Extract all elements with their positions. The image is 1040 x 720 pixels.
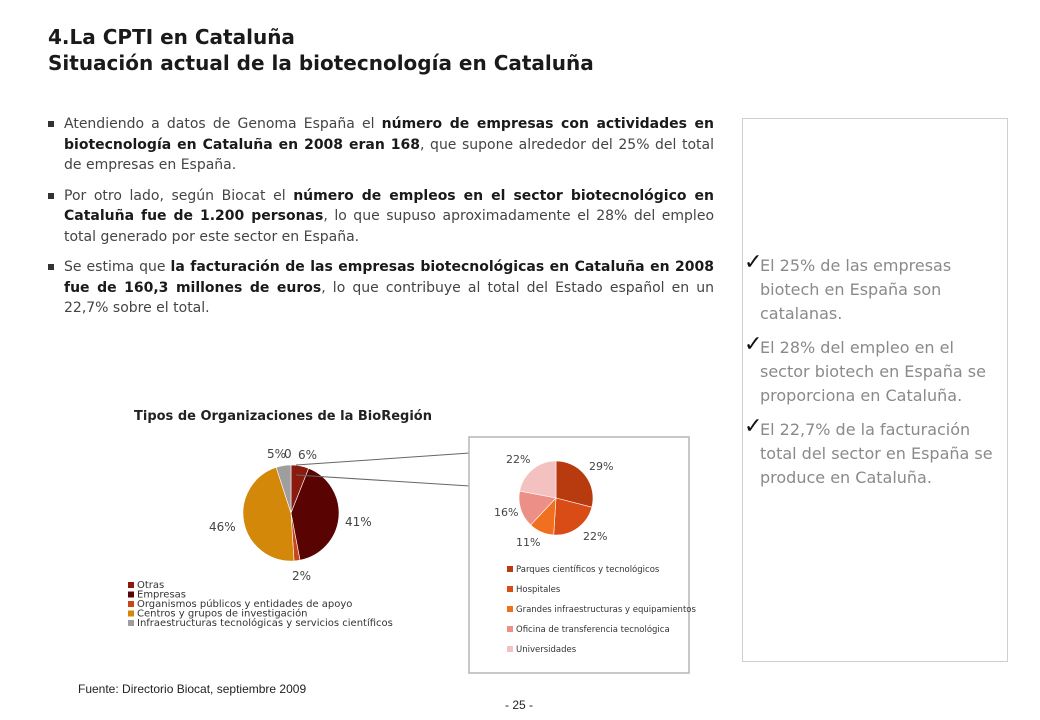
main-legend [128,580,393,629]
legend-label: Parques científicos y tecnológicos [516,565,660,575]
bullet-text: , lo que supuso aproximadamente el 28% del empleo total generado por este sector en España. [64,208,715,245]
bullet-bold-text: número de empleos en el sector biotecnológico en Cataluña fue de 1.200 personas [64,187,714,224]
legend-swatch [507,586,513,592]
source-note: Fuente: Directorio Biocat, septiembre 2009 [78,682,307,696]
legend-label: Grandes infraestructuras y equipamientos [516,605,696,615]
slice-label: 11% [516,536,541,549]
legend-swatch [128,611,134,617]
slice-label: 16% [494,506,519,519]
title-line-1: 4.La CPTI en Cataluña [48,25,295,49]
bullet-text: , lo que contribuye al total del Estado español en un 22,7% sobre el total. [64,279,714,316]
legend-swatch [507,566,513,572]
bullet-text: Se estima que [64,259,171,275]
legend-swatch [128,620,134,626]
highlight-text: El 22,7% de la facturación total del sector en España se produce en Cataluña. [760,420,993,487]
slice-label: 22% [506,453,531,466]
bullet-text: Por otro lado, según Biocat el [64,187,294,204]
legend-label: Empresas [137,589,186,601]
page-number: - 25 - [505,698,534,712]
bullet-text: , que supone alrededor del 25% del total de empresas en España. [64,136,715,173]
slice-label: 46% [209,520,236,534]
slice-label: 22% [583,530,608,543]
slice-label: 5% [267,447,287,461]
slice-label: 2% [292,569,312,583]
checkmark-icon: ✓ [744,414,763,439]
slice-label: 6% [298,448,318,462]
legend-label: Organismos públicos y entidades de apoyo [137,599,353,610]
bullet-bold-text: la facturación de las empresas biotecnológicas en Cataluña en 2008 fue de 160,3 millones de euros [64,259,714,296]
legend-label: Otras [137,580,165,591]
legend-swatch [128,601,134,607]
legend-swatch [507,626,513,632]
legend-swatch [507,606,513,612]
slice-label: 29% [589,460,614,473]
highlight-text: El 25% de las empresas biotech en España son catalanas. [760,256,952,323]
legend-swatch [507,646,513,652]
legend-swatch [128,582,134,588]
legend-label: Hospitales [516,585,561,595]
title-line-2: Situación actual de la biotecnología en Cataluña [48,51,594,75]
legend-swatch [128,592,134,598]
slice-label: 41% [345,515,372,529]
checkmark-icon: ✓ [744,332,763,357]
legend-label: Universidades [516,645,577,655]
legend-label: Infraestructuras tecnológicas y servicios científicos [137,618,393,629]
connector-line [296,453,470,465]
main-pie-chart [209,447,372,583]
highlight-text: El 28% del empleo en el sector biotech en España se proporciona en Cataluña. [760,338,986,405]
chart-title: Tipos de Organizaciones de la BioRegión [134,409,432,424]
legend-label: Centros y grupos de investigación [137,608,308,620]
checkmark-icon: ✓ [744,250,763,275]
bullet-text: Atendiendo a datos de Genoma España el [64,116,382,132]
legend-label: Oficina de transferencia tecnológica [516,625,670,635]
slice-label: 0 [284,447,292,461]
bullet-bold-text: número de empresas con actividades en biotecnología en Cataluña en 2008 eran 168 [64,116,714,153]
